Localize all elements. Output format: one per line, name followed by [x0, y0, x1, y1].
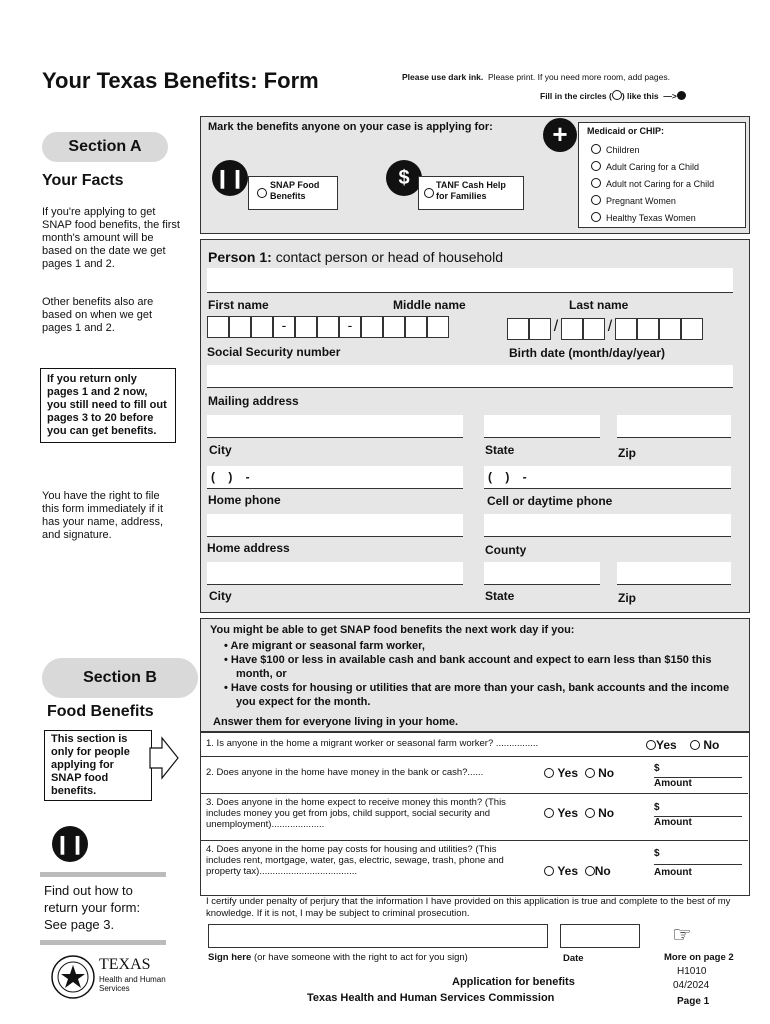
- middle-name-label: Middle name: [393, 298, 466, 312]
- tanf-radio[interactable]: [424, 188, 434, 198]
- home-phone-label: Home phone: [208, 493, 281, 507]
- birth-date-label: Birth date (month/day/year): [509, 346, 666, 360]
- app-title: Application for benefits: [452, 976, 575, 988]
- bullet: • Are migrant or seasonal farm worker,: [224, 640, 425, 652]
- snap-radio[interactable]: [257, 188, 267, 198]
- q2-amount-input[interactable]: $ Amount: [654, 763, 742, 789]
- certify-text: I certify under penalty of perjury that the information I have provided on this application is true and complete to the best of my knowledge. If it is not, I may be subject to criminal prosecution.: [206, 896, 731, 919]
- q4-yes[interactable]: Yes: [544, 864, 578, 878]
- snap-bullets: [224, 639, 740, 709]
- section-b-heading: Food Benefits: [47, 703, 154, 720]
- date-input[interactable]: [560, 924, 640, 948]
- home-phone-input[interactable]: [207, 466, 463, 489]
- fork-knife-icon: ❙❙: [212, 160, 248, 196]
- birth-date-input[interactable]: / /: [507, 318, 703, 340]
- divider: [40, 940, 166, 945]
- state-label-2: State: [485, 589, 515, 603]
- sign-here-label: Sign here (or have someone with the right to act for you sign): [208, 952, 468, 963]
- q3-yes[interactable]: Yes: [544, 806, 578, 820]
- radio[interactable]: [591, 161, 601, 171]
- page-title: Your Texas Benefits: Form: [42, 68, 319, 93]
- medical-cross-icon: +: [543, 118, 577, 152]
- signature-input[interactable]: [208, 924, 548, 948]
- dollar-icon: $: [386, 160, 422, 196]
- radio[interactable]: [591, 212, 601, 222]
- snap-option[interactable]: [248, 176, 338, 210]
- divider: [40, 872, 166, 877]
- date-label: Date: [563, 953, 584, 964]
- mailing-city-input[interactable]: [207, 415, 463, 438]
- snap-label: SNAP Food Benefits: [270, 180, 320, 201]
- cell-phone-input[interactable]: [484, 466, 731, 489]
- zip-label: Zip: [618, 446, 636, 460]
- snap-intro: You might be able to get SNAP food benefits the next work day if you:: [210, 624, 575, 636]
- page-number: Page 1: [677, 996, 710, 1007]
- city-label-2: City: [209, 589, 232, 603]
- fill-text-post: ) like this: [621, 91, 659, 101]
- section-a-pill: Section A: [42, 132, 168, 162]
- q1-yes[interactable]: Yes: [646, 738, 677, 752]
- fork-knife-icon: ❙❙: [52, 826, 88, 862]
- home-address-input[interactable]: [207, 514, 463, 537]
- county-input[interactable]: [484, 514, 731, 537]
- q3-no[interactable]: No: [585, 806, 614, 820]
- instructions: [402, 72, 670, 82]
- cell-phone-label: Cell or daytime phone: [487, 494, 613, 508]
- zip-label-2: Zip: [618, 591, 636, 605]
- medicaid-options: [591, 142, 714, 227]
- ssn-label: Social Security number: [207, 345, 341, 359]
- radio[interactable]: [591, 144, 601, 154]
- medicaid-option[interactable]: Adult Caring for a Child: [591, 159, 714, 176]
- medicaid-box: [578, 122, 746, 228]
- commission: Texas Health and Human Services Commission: [307, 992, 555, 1004]
- arrow-right-outline-icon: [146, 736, 180, 780]
- q3-amount-input[interactable]: $ Amount: [654, 802, 742, 828]
- radio[interactable]: [591, 195, 601, 205]
- rule: [200, 840, 748, 841]
- snap-answer: Answer them for everyone living in your home.: [213, 716, 459, 728]
- form-date: 04/2024: [673, 980, 710, 991]
- county-label: County: [485, 543, 527, 557]
- home-city-input[interactable]: [207, 562, 463, 585]
- instr-rest: Please print. If you need more room, add pages.: [488, 72, 670, 82]
- home-address-label: Home address: [207, 541, 290, 555]
- mailing-state-input[interactable]: [484, 415, 600, 438]
- question-1: 1. Is anyone in the home a migrant worker or seasonal farm worker? ................: [206, 738, 539, 749]
- logo-texas: TEXAS: [99, 956, 151, 973]
- mailing-address-label: Mailing address: [208, 394, 299, 408]
- q2-yes[interactable]: Yes: [544, 766, 578, 780]
- pointing-hand-icon: ☞: [672, 922, 692, 947]
- fill-text-pre: Fill in the circles (: [540, 91, 612, 101]
- rule: [200, 756, 748, 757]
- city-label: City: [209, 443, 232, 457]
- medicaid-option[interactable]: Pregnant Women: [591, 193, 714, 210]
- tanf-option[interactable]: [418, 176, 524, 210]
- find-out-text: Find out how to return your form: See page 3.: [44, 883, 141, 932]
- empty-circle-icon: [612, 90, 622, 100]
- medicaid-option[interactable]: Children: [591, 142, 714, 159]
- state-label: State: [485, 443, 515, 457]
- instr-bold: Please use dark ink.: [402, 72, 484, 82]
- rule: [200, 793, 748, 794]
- question-2: 2. Does anyone in the home have money in the bank or cash?......: [206, 767, 484, 778]
- q4-amount-input[interactable]: $ Amount: [654, 848, 742, 878]
- home-state-input[interactable]: [484, 562, 600, 585]
- bullet: • Have $100 or less in available cash and bank account and expect to earn less than $150 this month, or: [224, 654, 712, 680]
- mailing-zip-input[interactable]: [617, 415, 731, 438]
- first-name-label: First name: [208, 298, 269, 312]
- filled-circle-icon: [677, 91, 686, 100]
- question-4: 4. Does anyone in the home pay costs for housing and utilities? (This includes rent, mortgage, water, gas, electric, sewage, trash, phone and property tax).....................................: [206, 844, 504, 877]
- texas-seal-icon: [50, 954, 96, 1000]
- section-a-heading: Your Facts: [42, 172, 124, 189]
- bullet: • Have costs for housing or utilities that are more than your cash, bank accounts and the income you expect for the month.: [224, 682, 730, 708]
- section-a-note-box: If you return only pages 1 and 2 now, you still need to fill out pages 3 to 20 before you can get benefits.: [40, 368, 176, 443]
- ssn-input[interactable]: - -: [207, 316, 449, 338]
- home-phone-mask: ( ) -: [211, 470, 250, 484]
- q3-answers: [544, 806, 614, 820]
- question-3: 3. Does anyone in the home expect to receive money this month? (This includes money you get from jobs, child support, social security and unemployment)....................: [206, 797, 506, 830]
- radio[interactable]: [591, 178, 601, 188]
- q4-answers: [544, 864, 611, 878]
- q2-no[interactable]: No: [585, 766, 614, 780]
- medicaid-option[interactable]: Healthy Texas Women: [591, 210, 714, 227]
- medicaid-title: Medicaid or CHIP:: [587, 126, 665, 136]
- benefits-prompt: Mark the benefits anyone on your case is applying for:: [208, 121, 493, 133]
- q2-answers: [544, 766, 614, 780]
- cell-phone-mask: ( ) -: [488, 470, 527, 484]
- q1-answers: [646, 738, 719, 752]
- section-b-note-box: This section is only for people applying for SNAP food benefits.: [44, 730, 152, 801]
- home-zip-input[interactable]: [617, 562, 731, 585]
- logo-sub: Health and Human Services: [99, 975, 166, 993]
- section-a-p3: You have the right to file this form immediately if it has your name, address, and signature.: [42, 490, 164, 541]
- form-number: H1010: [677, 966, 707, 977]
- section-a-p1: If you're applying to get SNAP food benefits, the first month's amount will be based on the date we get pages 1 and 2.: [42, 206, 180, 270]
- tanf-label: TANF Cash Help for Families: [436, 180, 506, 201]
- fill-instructions: [540, 90, 686, 101]
- person-heading: Person 1: contact person or head of household: [208, 249, 503, 265]
- full-name-input[interactable]: [207, 268, 733, 293]
- arrow-right-icon: —>: [661, 91, 677, 101]
- q1-no[interactable]: No: [690, 738, 719, 752]
- last-name-label: Last name: [569, 298, 629, 312]
- section-a-p2: Other benefits also are based on when we get pages 1 and 2.: [42, 296, 154, 334]
- section-b-pill: Section B: [42, 658, 198, 698]
- medicaid-option[interactable]: Adult not Caring for a Child: [591, 176, 714, 193]
- q4-no[interactable]: No: [585, 864, 611, 878]
- more-on-page-2: More on page 2: [664, 952, 734, 963]
- mailing-address-input[interactable]: [207, 365, 733, 388]
